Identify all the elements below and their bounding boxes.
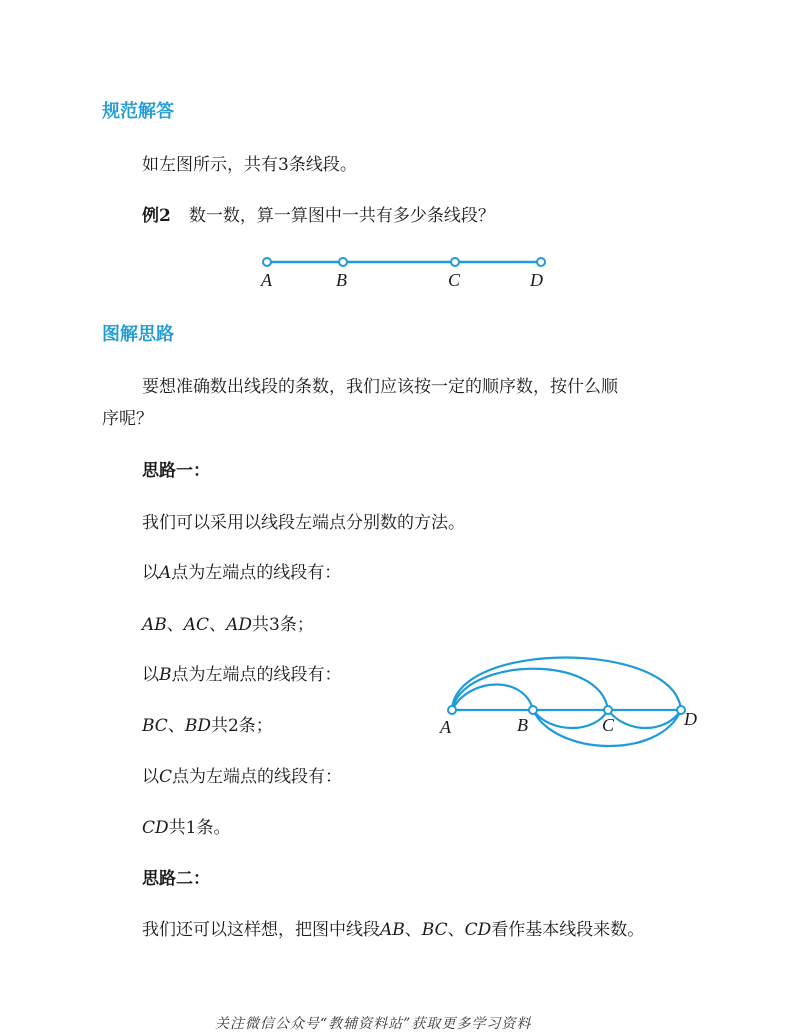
point-a-label: A bbox=[440, 717, 451, 737]
separator: 、 bbox=[167, 716, 185, 736]
point-c-label: C bbox=[602, 715, 615, 735]
segment-ab: AB bbox=[142, 615, 167, 635]
count-text: 共1条。 bbox=[168, 818, 231, 838]
segment-cd: CD bbox=[142, 818, 169, 838]
answer-text: 如左图所示，共有3条线段。 bbox=[142, 155, 357, 175]
segment-cd: CD bbox=[464, 920, 492, 940]
point-b-label: B bbox=[517, 715, 528, 735]
point-b-dot bbox=[529, 706, 537, 714]
segment-ac: AC bbox=[183, 615, 210, 635]
text-prefix: 以 bbox=[142, 563, 159, 583]
footer-watermark: 关注微信公众号“教辅资料站”获取更多学习资料 bbox=[215, 1016, 532, 1032]
idea1-text: 我们可以采用以线段左端点分别数的方法。 bbox=[142, 513, 465, 533]
separator: 、 bbox=[209, 615, 227, 635]
example-label: 例2 bbox=[142, 206, 171, 226]
point-name: A bbox=[159, 563, 172, 583]
text-prefix: 我们还可以这样想，把图中线段 bbox=[142, 920, 380, 940]
count-text: 共3条； bbox=[252, 615, 314, 635]
arc-ad bbox=[452, 658, 681, 711]
segment-bc: BC bbox=[142, 716, 168, 736]
point-c-label: C bbox=[448, 270, 461, 290]
segment-bd: BD bbox=[184, 716, 211, 736]
text-prefix: 以 bbox=[142, 665, 159, 685]
point-name: B bbox=[159, 665, 172, 685]
text-suffix: 看作基本线段来数。 bbox=[491, 920, 645, 940]
text-suffix: 点为左端点的线段有： bbox=[171, 563, 342, 583]
idea2-heading: 思路二： bbox=[142, 869, 210, 889]
intro-text-1: 要想准确数出线段的条数，我们应该按一定的顺序数，按什么顺 bbox=[142, 377, 618, 397]
text-suffix: 点为左端点的线段有： bbox=[171, 665, 342, 685]
example-text: 数一数，算一算图中一共有多少条线段？ bbox=[188, 206, 495, 226]
point-name: C bbox=[159, 767, 173, 787]
count-text: 共2条； bbox=[210, 716, 273, 736]
point-d-label: D bbox=[530, 270, 543, 290]
idea1-heading: 思路一： bbox=[142, 461, 210, 481]
point-d-label: D bbox=[684, 709, 697, 729]
separator: 、 bbox=[447, 920, 465, 940]
segment-ab: AB bbox=[380, 920, 405, 940]
segments-from-c bbox=[142, 813, 230, 838]
text-suffix: 点为左端点的线段有： bbox=[172, 767, 343, 787]
diagram-heading: 图解思路 bbox=[102, 324, 174, 345]
point-a-dot bbox=[448, 706, 456, 714]
intro-text-2: 序呢？ bbox=[102, 409, 153, 429]
separator: 、 bbox=[166, 615, 184, 635]
idea2-text bbox=[142, 915, 644, 940]
point-b-label: B bbox=[336, 270, 347, 290]
segment-bc: BC bbox=[421, 920, 448, 940]
point-a-label: A bbox=[261, 270, 272, 290]
answer-heading: 规范解答 bbox=[102, 101, 174, 122]
segment-ad: AD bbox=[226, 615, 252, 635]
point-c-dot bbox=[604, 706, 612, 714]
text-prefix: 以 bbox=[142, 767, 159, 787]
separator: 、 bbox=[404, 920, 422, 940]
